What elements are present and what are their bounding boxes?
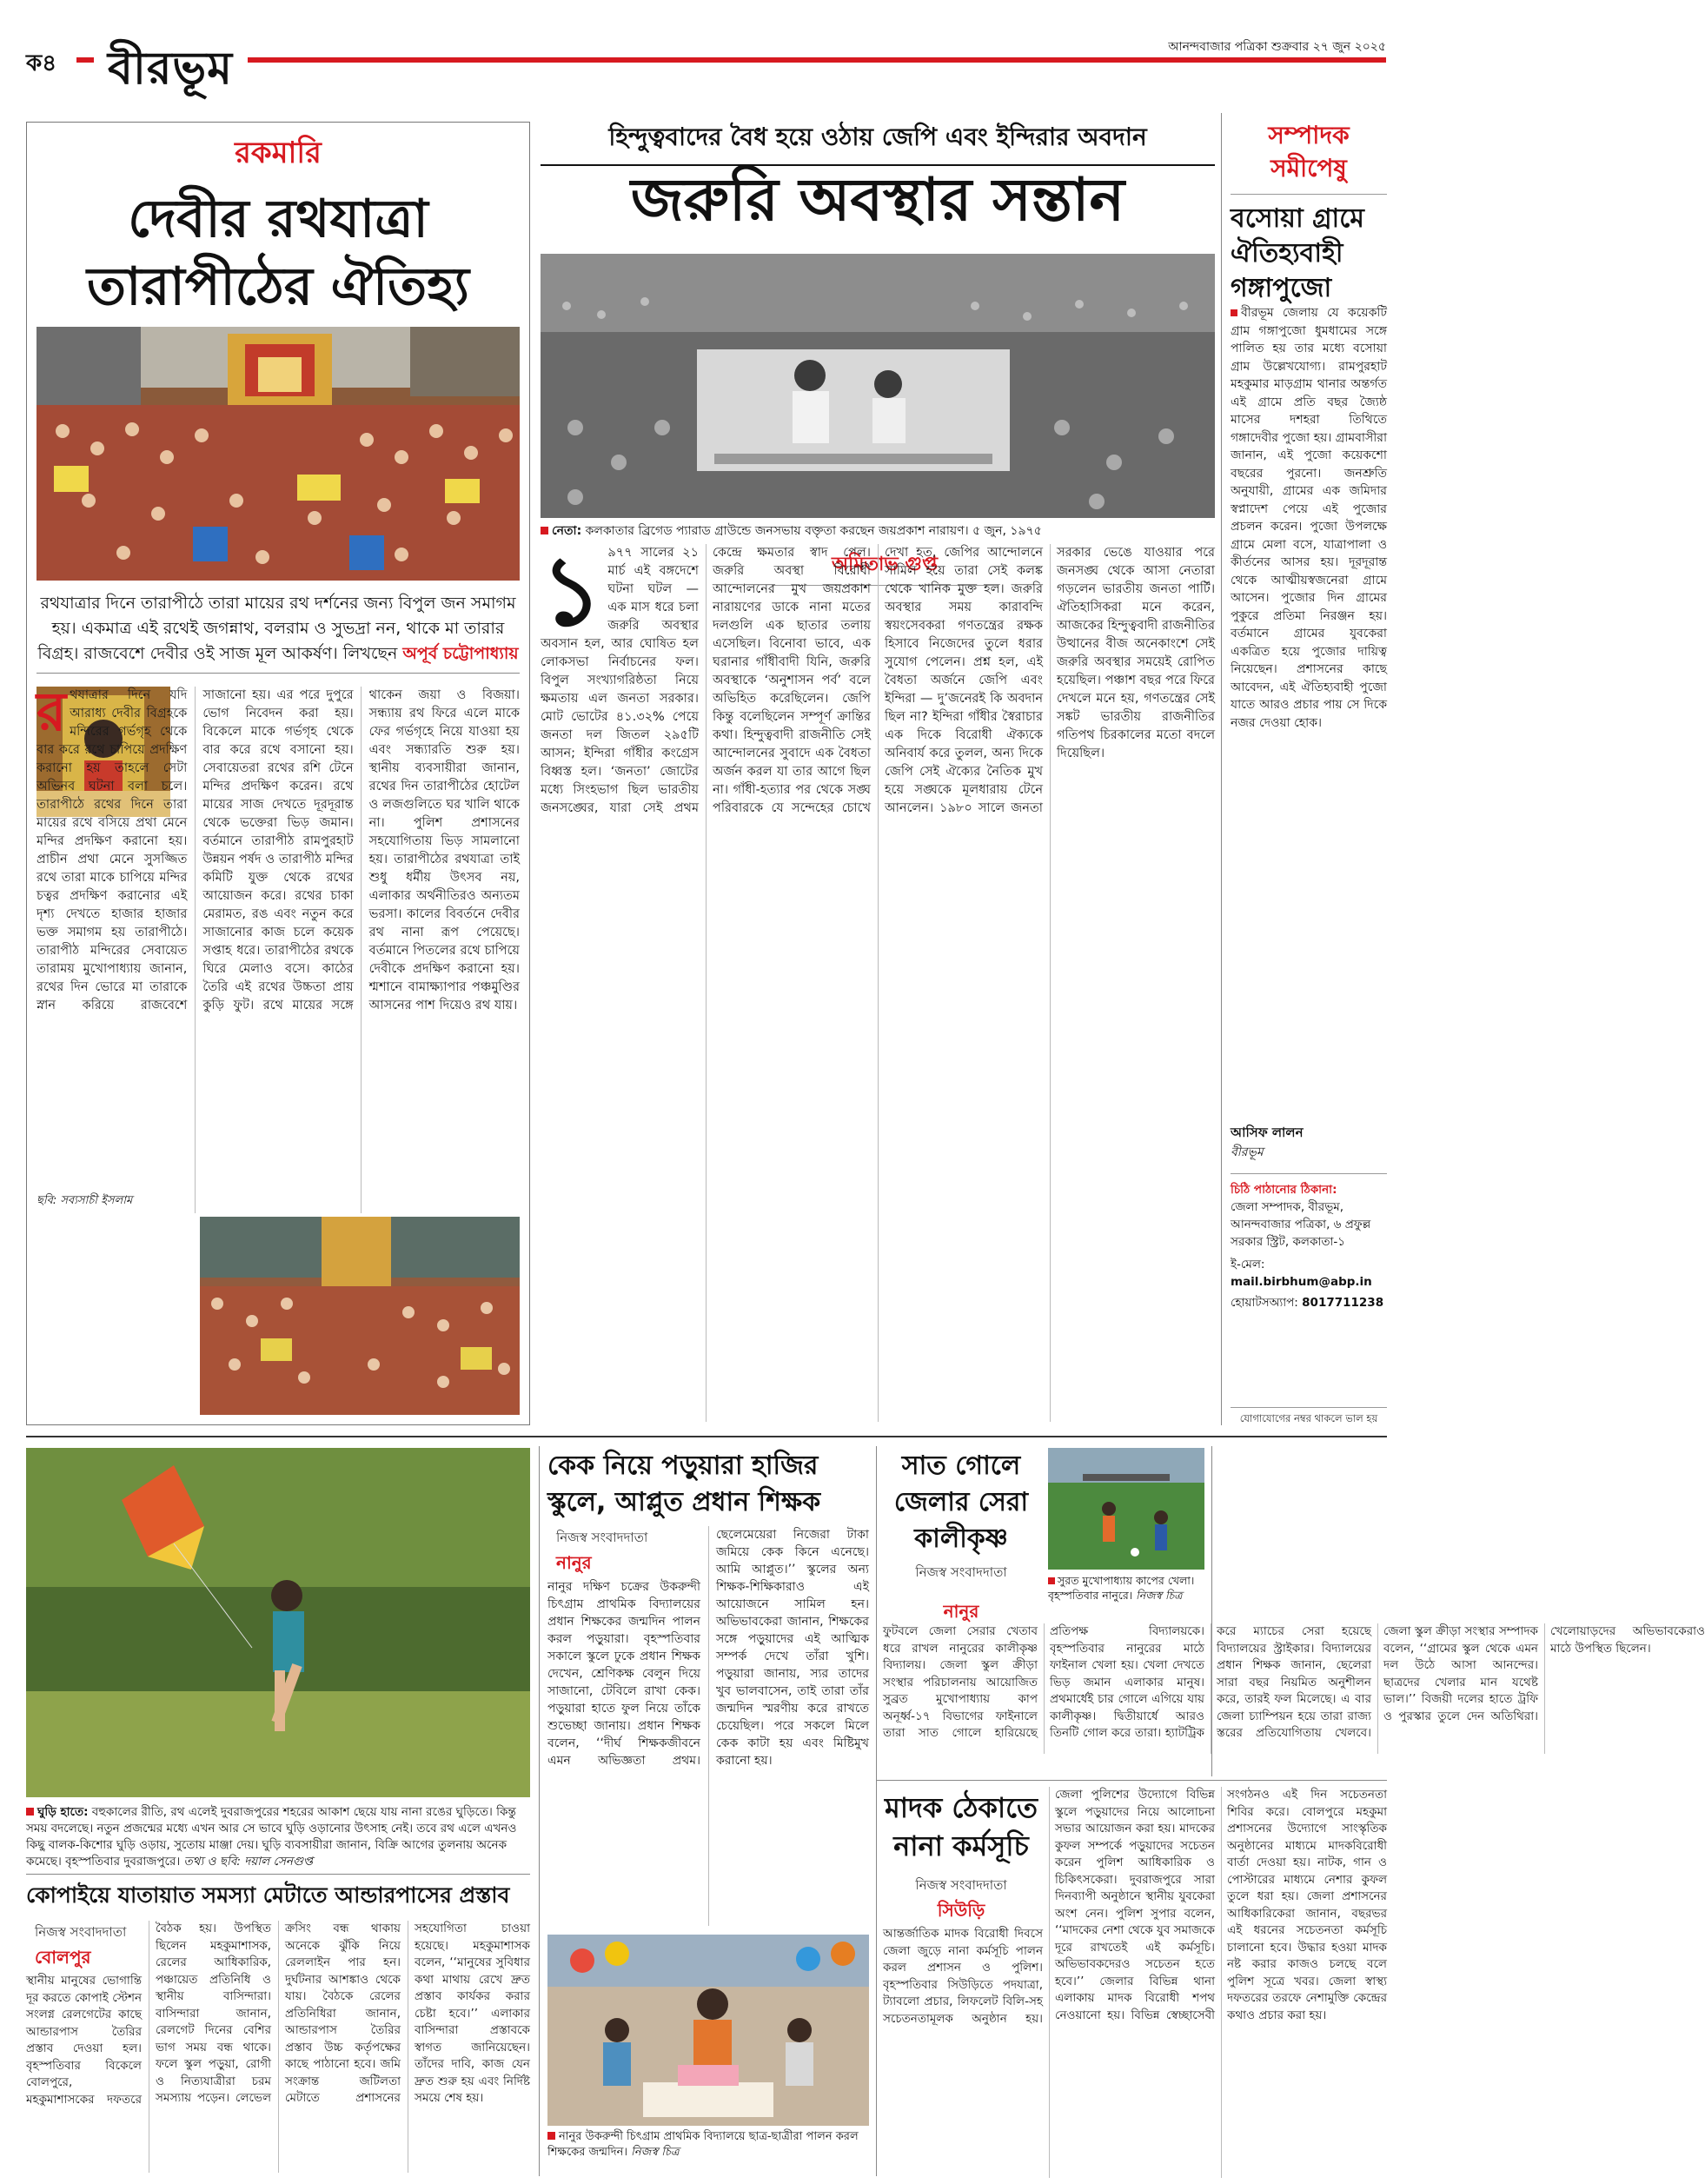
- football-photo-caption: [1048, 1573, 1204, 1603]
- kite-caption-icon: [26, 1808, 34, 1816]
- rath-crowd-illustration: [36, 327, 520, 581]
- masthead-red-bar: [76, 57, 94, 63]
- rally-caption-text: কলকাতার ব্রিগেড প্যারাড গ্রাউন্ডে জনসভায় বক্তৃতা করছেন জয়প্রকাশ নারায়ণ। ৫ জুন, ১৯৭৫: [585, 524, 1042, 538]
- football-photo: [1048, 1448, 1204, 1570]
- rakamari-intro: [36, 591, 520, 667]
- email-label: ই-মেল:: [1231, 1258, 1265, 1271]
- drugs-headline-1: মাদক ঠেকাতে: [884, 1791, 1038, 1824]
- underpass-body-spacer: [26, 1921, 142, 1973]
- rakamari-body-wrap: [36, 680, 520, 1213]
- drugs-body-text: আন্তর্জাতিক মাদক বিরোধী দিবসে জেলা জুড়ে নানা কর্মসূচি পালন করল প্রশাসন ও পুলিশ। বৃহস্পতিবার সিউড়িতে পদযাত্রা, ট্যাবলো প্রচার, লিফলেট বিলি-সহ সচেতনতামূলক অনুষ্ঠান হয়। জেলা পুলিশের উদ্যোগে বিভিন্ন স্কুলে পড়ুয়াদের নিয়ে আলোচনা সভার আয়োজন করা হয়। মাদকের কুফল সম্পর্কে পড়ুয়াদের সচেতন করেন পুলিশ আধিকারিক ও চিকিৎসকেরা। দুবরাজপুরে সারা দিনব্যাপী অনুষ্ঠানে স্থানীয় যুবকেরা অংশ নেন। পুলিশ সুপার বলেন, ‘‘মাদকের নেশা থেকে যুব সমাজকে দূরে রাখতেই এই কর্মসূচি। অভিভাবকদেরও সচেতন হতে হবে।’’ জেলার বিভিন্ন থানা এলাকায় মাদক বিরোধী শপথ নেওয়ানো হয়। বিভিন্ন স্বেচ্ছাসেবী সংগঠনও এই দিন সচেতনতা শিবির করে। বোলপুরে মহকুমা প্রশাসনের উদ্যোগে সাংস্কৃতিক অনুষ্ঠানের মাধ্যমে মাদকবিরোধী বার্তা দেওয়া হয়। নাটক, গান ও পোস্টারের মাধ্যমে নেশার কুফল তুলে ধরা হয়। জেলা প্রশাসনের আধিকারিকেরা জানান, বছরভর এই ধরনের সচেতনতা কর্মসূচি চালানো হবে। উদ্ধার হওয়া মাদক নষ্ট করার কাজও চলছে বলে পুলিশ সূত্রে খবর। জেলা স্বাস্থ্য দফতরের তরফে নেশামুক্তি কেন্দ্রের কথাও প্রচার করা হয়।: [883, 1788, 1387, 2026]
- football-continued: [1218, 1448, 1387, 1769]
- drugs-reporter: নিজস্ব সংবাদদাতা: [915, 1877, 1007, 1893]
- cake-illustration: [547, 1935, 869, 2126]
- caption-square-icon: [541, 527, 548, 534]
- whatsapp-row: [1231, 1294, 1387, 1311]
- underpass-body-text: স্থানীয় মানুষের ভোগান্তি দূর করতে কোপাই স্টেশন সংলগ্ন রেলগেটের কাছে আন্ডারপাস তৈরির প্রস্তাব দেওয়া হল। বৃহস্পতিবার বিকেলে বোলপুরে, মহকুমাশাসকের দফতরে বৈঠক হয়। উপস্থিত ছিলেন মহকুমাশাসক, রেলের আধিকারিক, পঞ্চায়েত প্রতিনিধি ও স্থানীয় বাসিন্দারা। বাসিন্দারা জানান, রেলগেট দিনের বেশির ভাগ সময় বন্ধ থাকে। ফলে স্কুল পড়ুয়া, রোগী ও নিত্যযাত্রীরা চরম সমস্যায় পড়েন। লেভেল ক্রসিং বন্ধ থাকায় অনেকে ঝুঁকি নিয়ে রেললাইন পার হন। দুর্ঘটনার আশঙ্কাও থেকে যায়। বৈঠকে রেলের প্রতিনিধিরা জানান, আন্ডারপাস তৈরির প্রস্তাব উচ্চ কর্তৃপক্ষের কাছে পাঠানো হবে। জমি সংক্রান্ত জটিলতা মেটাতে প্রশাসনের সহযোগিতা চাওয়া হয়েছে। মহকুমাশাসক বলেন, ‘‘মানুষের সুবিধার কথা মাথায় রেখে দ্রুত প্রস্তাব কার্যকর করার চেষ্টা হবে।’’ এলাকার বাসিন্দারা প্রস্তাবকে স্বাগত জানিয়েছেন। তাঁদের দাবি, কাজ যেন দ্রুত শুরু হয় এবং নির্দিষ্ট সময়ে শেষ হয়।: [26, 1922, 530, 2107]
- football-body-col: [883, 1623, 1705, 1754]
- football-reporter: নিজস্ব সংবাদদাতা: [915, 1564, 1007, 1580]
- letters-kicker-2: সমীপেষু: [1231, 149, 1387, 195]
- cake-body-text: নানুর দক্ষিণ চক্রের উকরুন্দী চিৎগ্রাম প্রাথমিক বিদ্যালয়ের প্রধান শিক্ষকের জন্মদিন পালন করল পড়ুয়ারা। বৃহস্পতিবার সকালে স্কুলে ঢুকে প্রধান শিক্ষক দেখেন, শ্রেণিকক্ষ বেলুন দিয়ে সাজানো, টেবিলে রাখা কেক। পড়ুয়ারা হাতে ফুল নিয়ে তাঁকে শুভেচ্ছা জানায়। প্রধান শিক্ষক বলেন, ‘‘দীর্ঘ শিক্ষকজীবনে এমন অভিজ্ঞতা প্রথম। ছেলেমেয়েরা নিজেরা টাকা জমিয়ে কেক কিনে এনেছে। আমি আপ্লুত।’’ স্কুলের অন্য শিক্ষক-শিক্ষিকারাও এই আয়োজনে সামিল হন। অভিভাবকেরা জানান, শিক্ষকের সঙ্গে পড়ুয়াদের এই আত্মিক সম্পর্ক দেখে তাঁরা খুশি। পড়ুয়ারা জানায়, স্যর তাদের খুব ভালবাসেন, তাই তারা তাঁর জন্মদিন স্মরণীয় করে রাখতে চেয়েছিল। পরে সকলে মিলে কেক কাটা হয় এবং মিষ্টিমুখ করানো হয়।: [547, 1528, 869, 1768]
- cake-body: [547, 1526, 869, 1926]
- rath-crowd-photo: [36, 327, 520, 581]
- cake-body-spacer: [547, 1526, 700, 1578]
- kite-caption-lead: ঘুড়ি হাতে:: [37, 1805, 89, 1819]
- drugs-place: সিউড়ি: [937, 1900, 985, 1921]
- address-text: জেলা সম্পাদক, বীরভূম, আনন্দবাজার পত্রিকা, ৬ প্রফুল্ল সরকার স্ট্রিট, কলকাতা-১: [1231, 1200, 1371, 1249]
- cake-rule-left: [539, 1446, 540, 2176]
- underpass-body: [26, 1921, 530, 2173]
- rakamari-headline-1: দেবীর রথযাত্রা: [128, 189, 428, 249]
- cake-reporter: নিজস্ব সংবাদদাতা: [556, 1530, 648, 1545]
- email-link[interactable]: mail.birbhum@abp.in: [1231, 1275, 1372, 1289]
- drugs-body-spacer: [883, 1787, 1043, 1926]
- football-illustration: [1048, 1448, 1204, 1570]
- emergency-body-text: ৯৭৭ সালের ২১ মার্চ এই বঙ্গদেশে ঘটনা ঘটল — এক মাস ধরে চলা জরুরি অবস্থার অবসান হল, আর ঘোষিত হল লোকসভা নির্বাচনের ফল। বিপুল সংখ্যাগরিষ্ঠতা নিয়ে ক্ষমতায় এল জনতা সরকার। মোট ভোটের ৪১.৩২% পেয়ে জনতা দল জিতল ২৯৫টি আসন; ইন্দিরা গাঁধীর কংগ্রেস বিধ্বস্ত হল। ‘জনতা’ জোটের মধ্যে সিংহভাগ ছিল ভারতীয় জনসঙ্ঘের, যারা সেই প্রথম কেন্দ্রে ক্ষমতার স্বাদ পেল। জরুরি অবস্থা বিরোধী আন্দোলনের মুখ জয়প্রকাশ নারায়ণের ডাকে নানা মতের দলগুলি এক ছাতার তলায় এসেছিল। বিনোবা ভাবে, এক ঘরানার গাঁধীবাদী যিনি, জরুরি অবস্থাকে ‘অনুশাসন পর্ব’ বলে অভিহিত করেছিলেন। জেপি কিন্তু বলেছিলেন সম্পূর্ণ ক্রান্তির কথা। হিন্দুত্ববাদী রাজনীতি সেই আন্দোলনের সুবাদে এক বৈধতা অর্জন করল যা তার আগে ছিল না। গাঁধী-হত্যার পর থেকে সঙ্ঘ পরিবারকে যে সন্দেহের চোখে দেখা হত, জেপির আন্দোলনে সামিল হয়ে তারা সেই কলঙ্ক থেকে খানিক মুক্ত হল। জরুরি অবস্থার সময় কারাবন্দি স্বয়ংসেবকরা গণতন্ত্রের রক্ষক হিসাবে নিজেদের তুলে ধরার সুযোগ পেলেন। প্রশ্ন হল, এই বৈধতা অর্জনে জেপি এবং ইন্দিরা — দু’জনেরই কি অবদান ছিল না? ইন্দিরা গাঁধীর স্বৈরাচার এক দিকে বিরোধী ঐক্যকে অনিবার্য করে তুলল, অন্য দিকে জেপি সেই ঐক্যের নৈতিক মুখ হয়ে সঙ্ঘকে মূলধারায় টেনে আনলেন। ১৯৮০ সালে জনতা সরকার ভেঙে যাওয়ার পরে জনসঙ্ঘ থেকে আসা নেতারা গড়লেন ভারতীয় জনতা পার্টি। ঐতিহাসিকরা মনে করেন, আজকের হিন্দুত্ববাদী রাজনীতির উত্থানের বীজ অনেকাংশে সেই জরুরি অবস্থার সময়েই রোপিত হয়েছিল। পঞ্চাশ বছর পরে ফিরে দেখলে মনে হয়, গণতন্ত্রের সেই সঙ্কট ভারতীয় রাজনীতির গতিপথ চিরকালের মতো বদলে দিয়েছিল।: [541, 546, 1215, 815]
- cake-place: নানুর: [556, 1552, 592, 1573]
- rakamari-kicker: রকমারি: [235, 136, 322, 170]
- pilgrims-crowd-photo: [200, 1217, 520, 1415]
- kite-credit: তথ্য ও ছবি: দয়াল সেনগুপ্ত: [183, 1855, 314, 1869]
- address-title: চিঠি পাঠানোর ঠিকানা:: [1231, 1183, 1337, 1197]
- kite-caption-text: বহুকালের রীতি, রথ এলেই দুবরাজপুরের শহরের আকাশ ছেয়ে যায় নানা রঙের ঘুড়িতে। কিন্তু সময় বদলেছে। নতুন প্রজন্মের মধ্যে এখন আর সে ভাবে ঘুড়ি ওড়ানোর উৎসাহ নেই। তবে রথ এলে এখনও কিছু বালক-কিশোর ঘুড়ি ওড়ায়, সুতোয় মাঞ্জা দেয়। ঘুড়ি ব্যবসায়ীরা জানান, বিক্রি আগের তুলনায় অনেক কমেছে। বৃহস্পতিবার দুবরাজপুরে।: [26, 1805, 517, 1869]
- football-rule-left: [876, 1446, 877, 2176]
- rally-illustration: [541, 254, 1215, 518]
- masthead: [0, 0, 1412, 95]
- emergency-author: অমিতাভ গুপ্ত: [772, 549, 998, 586]
- letters-note: যোগাযোগের নম্বর থাকলে ভাল হয়: [1239, 1412, 1378, 1424]
- football-headline: সাত গোলে জেলার সেরা কালীকৃষ্ণ: [893, 1450, 1029, 1554]
- page-number: ক৪: [26, 50, 57, 76]
- drugs-body: [883, 1787, 1387, 2178]
- letters-body-text: বীরভূম জেলায় যে কয়েকটি গ্রাম গঙ্গাপুজো ধুমধামের সঙ্গে পালিত হয় তার মধ্যে বসোয়া গ্রাম উল্লেখযোগ্য। রামপুরহাট মহকুমার মাড়গ্রাম থানার অন্তর্গত এই গ্রামে প্রতি বছর জ্যৈষ্ঠ মাসের দশহরা তিথিতে গঙ্গাদেবীর পুজো হয়। গ্রামবাসীরা জানান, এই পুজো কয়েকশো বছরের পুরনো। জনশ্রুতি অনুযায়ী, গ্রামের এক জমিদার স্বপ্নাদেশ পেয়ে এই পুজোর প্রচলন করেন। পুজো উপলক্ষে গ্রামে মেলা বসে, যাত্রাপালা ও কীর্তনের আসর হয়। দূরদূরান্ত থেকে আত্মীয়স্বজনেরা গ্রামে আসেন। পুজোর দিন গ্রামের পুকুরে প্রতিমা নিরঞ্জন হয়। বর্তমানে গ্রামের যুবকেরা একত্রিত হয়ে পুজোর দায়িত্ব নিয়েছেন। প্রশাসনের কাছে আবেদন, এই ঐতিহ্যবাহী পুজো যাতে আরও প্রচার পায় সে দিকে নজর দেওয়া হোক।: [1231, 306, 1387, 730]
- football-photo-credit: নিজস্ব চিত্র: [1136, 1589, 1183, 1602]
- underpass-place: বোলপুর: [35, 1947, 91, 1968]
- football-place: নানুর: [943, 1601, 979, 1622]
- page-divider: [26, 1436, 1387, 1437]
- rakamari-body-text: থযাত্রার দিনে যদি আরাধ্য দেবীর বিগ্রহকে মন্দিরের গর্ভগৃহ থেকে বার করে রথে চাপিয়ে প্রদক্ষিণ করানো হয় তাহলে সেটা অভিনব ঘটনা বলা চলে। তারাপীঠে রথের দিনে তারা মায়ের রথে বসিয়ে প্রথা মেনে মন্দির প্রদক্ষিণ করানো হয়। প্রাচীন প্রথা মেনে সুসজ্জিত রথে তারা মাকে চাপিয়ে মন্দির চত্বর প্রদক্ষিণ করানোর এই দৃশ্য দেখতে হাজার হাজার ভক্ত সমাগম হয় তারাপীঠে। তারাপীঠ মন্দিরের সেবায়েত তারাময় মুখোপাধ্যায় জানান, রথের দিন ভোরে মা তারাকে স্নান করিয়ে রাজবেশে সাজানো হয়। এর পরে দুপুরে ভোগ নিবেদন করা হয়। বিকেলে মাকে গর্ভগৃহ থেকে বার করে রথে বসানো হয়। সেবায়েতরা রথের রশি টেনে মন্দির প্রদক্ষিণ করেন। রথে মায়ের সাজ দেখতে দূরদূরান্ত থেকে ভক্তেরা ভিড় জমান। বর্তমানে তারাপীঠ রামপুরহাট উন্নয়ন পর্ষদ ও তারাপীঠ মন্দির কমিটি যুক্ত থেকে রথের আয়োজন করে। রথের চাকা মেরামত, রঙ এবং নতুন করে সাজানোর কাজ চলে কয়েক সপ্তাহ ধরে। তারাপীঠের রথকে ঘিরে মেলাও বসে। কাঠের তৈরি এই রথের উচ্চতা প্রায় কুড়ি ফুট। রথে মায়ের সঙ্গে থাকেন জয়া ও বিজয়া। সন্ধ্যায় রথ ফিরে এলে মাকে ফের গর্ভগৃহে নিয়ে যাওয়া হয় এবং সন্ধ্যারতি শুরু হয়। স্থানীয় ব্যবসায়ীরা জানান, রথের দিন তারাপীঠের হোটেল ও লজগুলিতে ঘর খালি থাকে না। পুলিশ প্রশাসনের সহযোগিতায় ভিড় সামলানো হয়। তারাপীঠের রথযাত্রা তাই শুধু ধর্মীয় উৎসব নয়, এলাকার অর্থনীতিরও অন্যতম ভরসা। কালের বিবর্তনে দেবীর রথ নানা রূপ পেয়েছে। বর্তমানে পিতলের রথে চাপিয়ে দেবীকে প্রদক্ষিণ করানো হয়। শ্মশানে বামাক্ষ্যাপার পঞ্চমুণ্ডির আসনের পাশ দিয়েও রথ যায়।: [36, 688, 520, 1012]
- drugs-headline-2: নানা কর্মসূচি: [893, 1829, 1029, 1862]
- football-caption-text: সুরত মুখোপাধ্যায় কাপের খেলা। বৃহস্পতিবার নানুরে।: [1048, 1574, 1195, 1602]
- cake-caption-icon: [547, 2132, 555, 2140]
- letters-signature-name: আসিফ লালন: [1231, 1125, 1304, 1140]
- emergency-headline: জরুরি অবস্থার সন্তান: [630, 166, 1125, 235]
- kite-caption: [26, 1804, 530, 1870]
- drugs-rule: [876, 1780, 1387, 1781]
- rally-caption: [541, 523, 1215, 540]
- section-name: বীরভূম: [108, 43, 234, 95]
- rally-caption-lead: নেতা:: [552, 524, 582, 538]
- whatsapp-label: হোয়াটসঅ্যাপ:: [1231, 1296, 1298, 1310]
- cake-headline: কেক নিয়ে পড়ুয়ারা হাজির স্কুলে, আপ্লুত প্রধান শিক্ষক: [547, 1450, 821, 1517]
- letters-signature-place: বীরভূম: [1231, 1145, 1264, 1159]
- kite-photo: [26, 1448, 530, 1797]
- underpass-rule: [26, 1874, 530, 1875]
- football-caption-icon: [1048, 1577, 1055, 1584]
- emergency-drop-cap: ১: [541, 535, 603, 647]
- rakamari-headline-2: তারাপীঠের ঐতিহ্য: [86, 256, 470, 317]
- letters-bullet-icon: [1231, 309, 1237, 316]
- jp-rally-photo: [541, 254, 1215, 518]
- rakamari-intro-rule: [36, 673, 520, 674]
- email-row: [1231, 1256, 1387, 1291]
- cake-caption-text: নানুর উকরুন্দী চিৎগ্রাম প্রাথমিক বিদ্যালয়ে ছাত্র-ছাত্রীরা পালন করল শিক্ষকের জন্মদিন।: [547, 2130, 859, 2159]
- cake-photo-caption: [547, 2129, 869, 2161]
- kite-illustration: [26, 1448, 530, 1797]
- cake-photo-credit: নিজস্ব চিত্র: [631, 2146, 680, 2159]
- rakamari-photo-credit: ছবি: সব্যসাচী ইসলাম: [36, 1194, 133, 1207]
- rakamari-author: অপূর্ব চট্টোপাধ্যায়: [402, 644, 519, 663]
- paper-date: আনন্দবাজার পত্রিকা শুক্রবার ২৭ জুন ২০২৫: [1168, 40, 1386, 54]
- letters-rule: [1221, 113, 1222, 1425]
- letters-headline: বসোয়া গ্রামে ঐতিহ্যবাহী গঙ্গাপুজো: [1231, 203, 1364, 303]
- masthead-rule: [248, 57, 1386, 63]
- rakamari-intro-text: রথযাত্রার দিনে তারাপীঠে তারা মায়ের রথ দর্শনের জন্য বিপুল জন সমাগম হয়। একমাত্র এই রথেই জগন্নাথ, বলরাম ও সুভদ্রা নন, থাকে মা তারার বিগ্রহ। রাজবেশে দেবীর ওই সাজ মূল আকর্ষণ। লিখছেন: [37, 594, 516, 663]
- football-right-rule: [1211, 1446, 1212, 1776]
- rakamari-drop-cap: র: [36, 680, 67, 743]
- letters-kicker-1: সম্পাদক: [1268, 121, 1350, 149]
- emergency-body: [541, 535, 1215, 1422]
- underpass-headline: কোপাইয়ে যাতায়াত সমস্যা মেটাতে আন্ডারপাসের প্রস্তাব: [26, 1882, 510, 1908]
- letters-address-box: [1231, 1173, 1387, 1408]
- cake-photo: [547, 1935, 869, 2126]
- football-body-text: ফুটবলে জেলা সেরার খেতাব ধরে রাখল নানুরের কালীকৃষ্ণ বিদ্যালয়। জেলা স্কুল ক্রীড়া সংস্থার পরিচালনায় আয়োজিত সুব্রত মুখোপাধ্যায় কাপ অনূর্ধ্ব-১৭ বিভাগের ফাইনালে তারা সাত গোলে হারিয়েছে প্রতিপক্ষ বিদ্যালয়কে। বৃহস্পতিবার নানুরের মাঠে ফাইনাল খেলা হয়। খেলা দেখতে ভিড় জমান এলাকার মানুষ। প্রথমার্ধেই চার গোলে এগিয়ে যায় কালীকৃষ্ণ। দ্বিতীয়ার্ধে আরও তিনটি গোল করে তারা। হ্যাটট্রিক করে ম্যাচের সেরা হয়েছে বিদ্যালয়ের স্ট্রাইকার। বিদ্যালয়ের প্রধান শিক্ষক জানান, ছেলেরা সারা বছর নিয়মিত অনুশীলন করে, তারই ফল মিলেছে। এ বার জেলা চ্যাম্পিয়ন হয়ে তারা রাজ্য স্তরের প্রতিযোগিতায় খেলবে। জেলা স্কুল ক্রীড়া সংস্থার সম্পাদক বলেন, ‘‘গ্রামের স্কুল থেকে এমন দল উঠে আসা আনন্দের। ছাত্রদের খেলার মান যথেষ্ট ভাল।’’ বিজয়ী দলের হাতে ট্রফি ও পুরস্কার তুলে দেন অতিথিরা। খেলোয়াড়দের অভিভাবকেরাও মাঠে উপস্থিত ছিলেন।: [883, 1624, 1705, 1740]
- emergency-strap: হিন্দুত্ববাদের বৈধ হয়ে ওঠায় জেপি এবং ইন্দিরার অবদান: [541, 118, 1215, 166]
- whatsapp-number[interactable]: 8017711238: [1302, 1296, 1384, 1310]
- underpass-reporter: নিজস্ব সংবাদদাতা: [35, 1924, 127, 1940]
- rakamari-body: [36, 680, 520, 1213]
- pilgrims-illustration: [200, 1217, 520, 1415]
- letters-body: [1231, 304, 1387, 1112]
